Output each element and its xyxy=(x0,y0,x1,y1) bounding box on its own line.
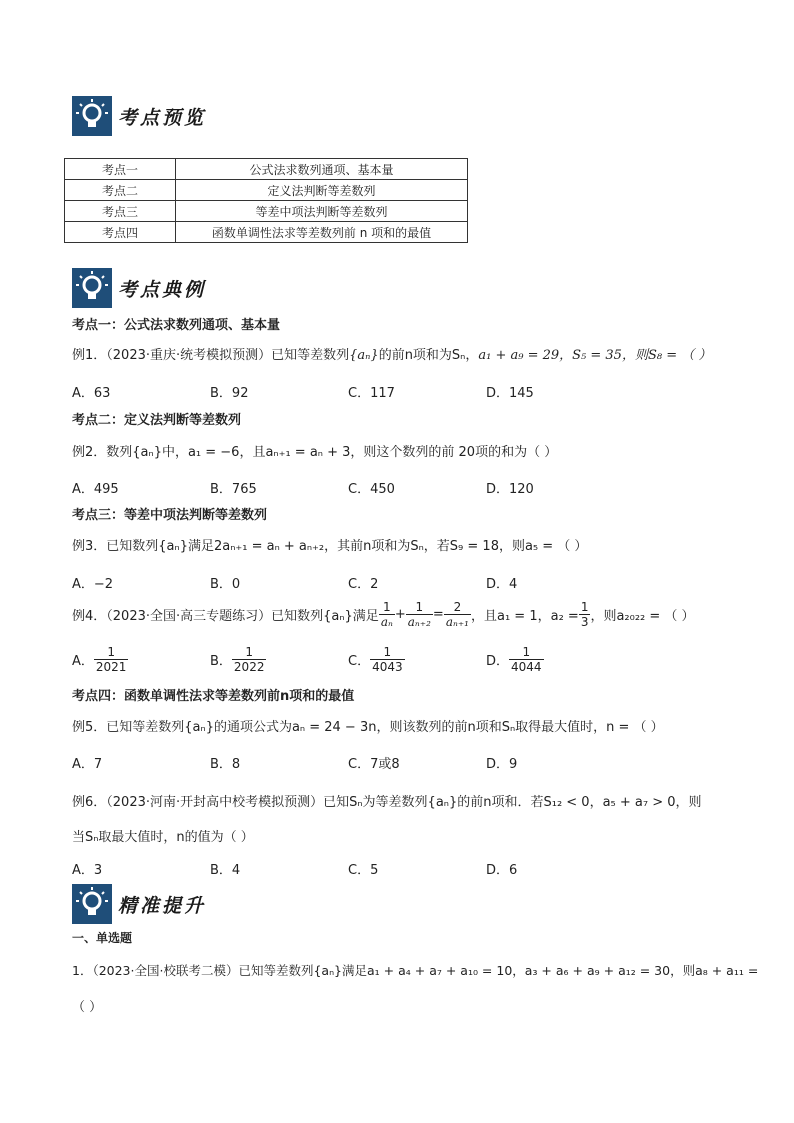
option-c: C．450 xyxy=(348,482,395,497)
example-1 xyxy=(72,344,711,363)
example-2: 例2．数列{aₙ}中，a₁ = −6，且aₙ₊₁ = aₙ + 3，则这个数列的前 20项的和为（ ） xyxy=(72,445,558,460)
option-b: B．92 xyxy=(210,386,249,401)
kp1-heading: 考点一：公式法求数列通项、基本量 xyxy=(72,318,281,333)
fraction: $\frac{1}{3}$ xyxy=(580,600,589,629)
fraction: $\frac{1}{4043}$ xyxy=(372,645,403,674)
table-cell-label: 考点一 xyxy=(65,159,176,180)
option-a: A．3 xyxy=(72,863,103,878)
option-b: B． $\frac{1}{2022}$ xyxy=(210,645,265,674)
table-row xyxy=(65,180,468,201)
option-d: D．120 xyxy=(486,482,534,497)
option-b: B．4 xyxy=(210,863,241,878)
example-6-line2: 当Sₙ取最大值时，n的值为（ ） xyxy=(72,830,254,845)
option-a: A． $\frac{1}{2021}$ xyxy=(72,645,127,674)
fraction: $\frac{1}{4044}$ xyxy=(511,645,542,674)
section-title: 精准提升 xyxy=(118,894,207,917)
option-b: B．765 xyxy=(210,482,257,497)
kp4-heading: 考点四：函数单调性法求等差数列前n项和的最值 xyxy=(72,689,355,704)
table-cell-content: 等差中项法判断等差数列 xyxy=(176,201,468,222)
table-row xyxy=(65,222,468,243)
example-3: 例3．已知数列{aₙ}满足2aₙ₊₁ = aₙ + aₙ₊₂，其前n项和为Sₙ，若S₉ = 18，则a₅ = （ ） xyxy=(72,539,588,554)
option-d: D．145 xyxy=(486,386,534,401)
lightbulb-icon xyxy=(72,884,112,924)
fraction: $\frac{1}{2022}$ xyxy=(233,645,265,674)
examples-header xyxy=(72,268,206,308)
ex1-seq: {aₙ} xyxy=(349,348,379,363)
table-cell-label: 考点四 xyxy=(65,222,176,243)
option-d: D．6 xyxy=(486,863,518,878)
option-c: C．5 xyxy=(348,863,379,878)
table-cell-label: 考点二 xyxy=(65,180,176,201)
fraction: $\frac{1}{\text{aₙ}}$ xyxy=(380,600,393,629)
ex1-prefix: 例1．（2023·重庆·统考模拟预测）已知等差数列 xyxy=(72,348,350,363)
ex1-cond: a₁ + a₉ = 29，S₅ = 35，则S₈ = （ ） xyxy=(478,348,712,363)
practice-q1-line1: 1．（2023·全国·校联考二模）已知等差数列{aₙ}满足a₁ + a₄ + a₇ + a₁₀ = 10，a₃ + a₆ + a₉ + a₁₂ = 30，则a₈ + a₁₁ = xyxy=(72,963,759,978)
ex1-mid: 的前n项和为Sₙ， xyxy=(378,348,479,363)
option-c: C．7或8 xyxy=(348,757,400,772)
option-c: C． $\frac{1}{4043}$ xyxy=(348,645,403,674)
practice-q1-line2: （ ） xyxy=(72,1000,103,1015)
table-row xyxy=(65,159,468,180)
overview-table xyxy=(64,158,468,243)
kp3-heading: 考点三：等差中项法判断等差数列 xyxy=(72,508,268,523)
option-b: B．8 xyxy=(210,757,241,772)
table-cell-label: 考点三 xyxy=(65,201,176,222)
option-d: D． $\frac{1}{4044}$ xyxy=(486,645,542,674)
section-title: 考点典例 xyxy=(118,278,207,301)
option-b: B．0 xyxy=(210,577,241,592)
option-c: C．117 xyxy=(348,386,395,401)
ex4-mid: ，且a₁ = 1，a₂ = xyxy=(471,609,579,624)
option-c: C．2 xyxy=(348,577,379,592)
option-d: D．9 xyxy=(486,757,518,772)
practice-subtitle: 一、单选题 xyxy=(72,931,133,945)
option-d: D．4 xyxy=(486,577,518,592)
ex4-prefix: 例4．（2023·全国·高三专题练习）已知数列{aₙ}满足 xyxy=(72,609,379,624)
example-6-line1: 例6．（2023·河南·开封高中校考模拟预测）已知Sₙ为等差数列{aₙ}的前n项和．若S₁₂ < 0，a₅ + a₇ > 0，则 xyxy=(72,795,702,810)
example-5: 例5．已知等差数列{aₙ}的通项公式为aₙ = 24 − 3n，则该数列的前n项和Sₙ取得最大值时，n = （ ） xyxy=(72,720,664,735)
ex4-suffix: ，则a₂₀₂₂ = （ ） xyxy=(590,609,695,624)
practice-header xyxy=(72,884,206,924)
fraction: $\frac{2}{\text{aₙ₊₁}}$ xyxy=(445,600,469,629)
option-a: A．495 xyxy=(72,482,119,497)
lightbulb-icon xyxy=(72,268,112,308)
option-a: A．7 xyxy=(72,757,103,772)
kp2-heading: 考点二：定义法判断等差数列 xyxy=(72,413,242,428)
table-cell-content: 公式法求数列通项、基本量 xyxy=(176,159,468,180)
fraction: $\frac{1}{\text{aₙ₊₂}}$ xyxy=(407,600,431,629)
section-title: 考点预览 xyxy=(118,106,207,129)
example-4: 例4．（2023·全国·高三专题练习）已知数列{aₙ}满足 $\frac{1}{\text{aₙ}}$ + $\frac{1}{\text{aₙ₊₂}}$ = $\frac{2}{\text{aₙ₊₁}}$ ，且a₁ = 1，a₂ = $\frac{1}{3}$ ，则a₂₀₂₂ = （ ） xyxy=(72,600,695,629)
lightbulb-icon xyxy=(72,96,112,136)
overview-header xyxy=(72,96,206,136)
option-a: A．63 xyxy=(72,386,111,401)
table-cell-content: 函数单调性法求等差数列前 n 项和的最值 xyxy=(176,222,468,243)
table-cell-content: 定义法判断等差数列 xyxy=(176,180,468,201)
option-a: A．−2 xyxy=(72,577,114,592)
fraction: $\frac{1}{2021}$ xyxy=(95,645,127,674)
table-row xyxy=(65,201,468,222)
